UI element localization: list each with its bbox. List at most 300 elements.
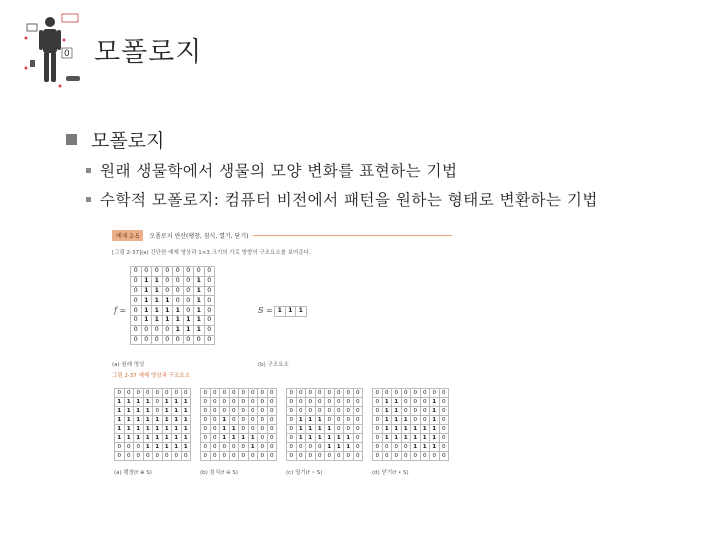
matrix-cell: 0 <box>334 452 344 461</box>
matrix-cell: 0 <box>373 443 383 452</box>
matrix-cell: 0 <box>315 452 325 461</box>
matrix-cell: 1 <box>152 276 163 286</box>
matrix-cell: 0 <box>152 325 163 335</box>
matrix-row <box>201 416 277 425</box>
matrix-cell: 0 <box>267 398 277 407</box>
matrix-cell: 1 <box>143 416 153 425</box>
matrix-cell: 0 <box>439 416 449 425</box>
matrix-row <box>373 398 449 407</box>
matrix-row <box>131 267 215 277</box>
matrix-cell: 1 <box>115 434 125 443</box>
matrix-cell: 0 <box>194 267 205 277</box>
matrix-cell: 0 <box>325 398 335 407</box>
matrix-cell: 0 <box>382 443 392 452</box>
matrix-cell: 1 <box>194 296 205 306</box>
matrix-cell: 0 <box>287 398 297 407</box>
matrix-cell: 0 <box>131 286 142 296</box>
matrix-cell: 0 <box>420 416 430 425</box>
matrix-row <box>131 306 215 316</box>
matrix-row <box>115 389 191 398</box>
matrix-cell: 0 <box>173 296 184 306</box>
matrix-cell: 1 <box>172 425 182 434</box>
sub-bullet-text: 원래 생물학에서 생물의 모양 변화를 표현하는 기법 <box>100 162 458 180</box>
matrix-cell: 1 <box>143 407 153 416</box>
matrix-row <box>373 407 449 416</box>
matrix-cell: 0 <box>210 443 220 452</box>
matrix-cell: 0 <box>411 407 421 416</box>
bullet-level1 <box>66 126 164 153</box>
matrix-cell: 1 <box>306 434 316 443</box>
matrix-cell: 0 <box>162 325 173 335</box>
matrix-cell: 1 <box>173 325 184 335</box>
square-bullet-icon <box>66 134 77 145</box>
matrix-cell: 1 <box>430 434 440 443</box>
matrix-cell: 0 <box>181 452 191 461</box>
matrix-cell: 1 <box>181 443 191 452</box>
matrix-cell: 0 <box>229 452 239 461</box>
matrix-row <box>115 425 191 434</box>
matrix-cell: 1 <box>141 296 152 306</box>
result-matrix-3 <box>286 388 363 461</box>
matrix-cell: 1 <box>420 443 430 452</box>
matrix-cell: 1 <box>194 306 205 316</box>
matrix-cell: 0 <box>325 389 335 398</box>
matrix-cell: 0 <box>220 398 230 407</box>
matrix-cell: 0 <box>134 443 144 452</box>
matrix-cell: 1 <box>430 416 440 425</box>
matrix-cell: 0 <box>344 425 354 434</box>
matrix-cell: 1 <box>162 416 172 425</box>
matrix-cell: 1 <box>344 434 354 443</box>
matrix-cell: 0 <box>373 389 383 398</box>
matrix-cell: 1 <box>194 276 205 286</box>
sub-bullet-text: 수학적 모폴로지: 컴퓨터 비전에서 패턴을 원하는 형태로 변환하는 기법 <box>100 191 598 209</box>
matrix-cell: 1 <box>194 325 205 335</box>
matrix-cell: 0 <box>115 452 125 461</box>
matrix-cell: 1 <box>115 407 125 416</box>
matrix-row <box>115 407 191 416</box>
matrix-cell: 1 <box>152 296 163 306</box>
matrix-cell: 1 <box>382 407 392 416</box>
matrix-cell: 0 <box>267 443 277 452</box>
matrix-cell: 0 <box>334 407 344 416</box>
matrix-cell: 1 <box>134 434 144 443</box>
matrix-cell: 0 <box>382 452 392 461</box>
matrix-cell: 1 <box>315 425 325 434</box>
slide-title: 모폴로지 <box>94 37 203 68</box>
matrix-cell: 0 <box>353 389 363 398</box>
matrix-cell: 0 <box>201 407 211 416</box>
matrix-cell: 0 <box>248 452 258 461</box>
matrix-cell: 0 <box>239 407 249 416</box>
example-description: [그림 2-37](a) 간단한 예제 영상과 1×3 크기의 가로 방향의 구조요소를 보여준다. <box>112 250 311 256</box>
matrix-cell: 1 <box>162 425 172 434</box>
matrix-cell: 1 <box>325 443 335 452</box>
matrix-cell: 1 <box>430 425 440 434</box>
matrix-cell: 1 <box>181 416 191 425</box>
matrix-cell: 0 <box>229 443 239 452</box>
matrix-cell: 0 <box>201 443 211 452</box>
matrix-cell: 1 <box>124 425 134 434</box>
matrix-cell: 1 <box>420 434 430 443</box>
matrix-cell: 1 <box>153 443 163 452</box>
matrix-cell: 1 <box>172 416 182 425</box>
matrix-cell: 0 <box>258 452 268 461</box>
matrix-row <box>275 307 307 317</box>
matrix-cell: 1 <box>334 443 344 452</box>
matrix-cell: 0 <box>287 389 297 398</box>
matrix-cell: 1 <box>134 425 144 434</box>
matrix-cell: 0 <box>267 425 277 434</box>
example-badge: 예제 2-5 <box>112 230 143 241</box>
matrix-cell: 1 <box>183 325 194 335</box>
matrix-cell: 0 <box>204 335 215 345</box>
matrix-cell: 1 <box>124 398 134 407</box>
result-caption: (c) 열기(f ∘ S) <box>286 470 323 476</box>
matrix-cell: 1 <box>430 407 440 416</box>
matrix-cell: 1 <box>172 434 182 443</box>
matrix-cell: 0 <box>134 389 144 398</box>
matrix-cell: 1 <box>194 286 205 296</box>
matrix-cell: 0 <box>239 425 249 434</box>
matrix-cell: 1 <box>162 315 173 325</box>
matrix-cell: 0 <box>162 452 172 461</box>
matrix-cell: 0 <box>183 306 194 316</box>
matrix-cell: 0 <box>258 389 268 398</box>
matrix-cell: 0 <box>229 398 239 407</box>
matrix-cell: 0 <box>220 389 230 398</box>
matrix-cell: 0 <box>306 398 316 407</box>
matrix-cell: 0 <box>172 452 182 461</box>
matrix-row <box>287 425 363 434</box>
matrix-cell: 1 <box>411 434 421 443</box>
matrix-cell: 0 <box>210 452 220 461</box>
matrix-cell: 0 <box>248 398 258 407</box>
matrix-cell: 1 <box>382 416 392 425</box>
matrix-cell: 0 <box>439 407 449 416</box>
matrix-cell: 0 <box>287 416 297 425</box>
matrix-cell: 0 <box>420 398 430 407</box>
matrix-cell: 0 <box>373 416 383 425</box>
matrix-cell: 1 <box>306 425 316 434</box>
matrix-cell: 1 <box>173 315 184 325</box>
matrix-cell: 1 <box>392 425 402 434</box>
matrix-cell: 0 <box>258 425 268 434</box>
matrix-cell: 0 <box>204 325 215 335</box>
original-image-matrix <box>130 266 215 345</box>
matrix-cell: 0 <box>173 335 184 345</box>
matrix-row <box>373 416 449 425</box>
matrix-cell: 1 <box>124 434 134 443</box>
matrix-cell: 0 <box>162 267 173 277</box>
matrix-row <box>287 398 363 407</box>
matrix-cell: 0 <box>258 398 268 407</box>
matrix-cell: 0 <box>430 389 440 398</box>
s-label: S = <box>258 306 273 315</box>
matrix-cell: 1 <box>143 398 153 407</box>
matrix-cell: 0 <box>258 443 268 452</box>
matrix-cell: 1 <box>134 407 144 416</box>
caption-struct: (b) 구조요소 <box>258 362 289 368</box>
matrix-cell: 0 <box>373 398 383 407</box>
matrix-cell: 0 <box>162 276 173 286</box>
sub-bullet-1 <box>86 159 458 181</box>
matrix-cell: 0 <box>201 434 211 443</box>
matrix-cell: 0 <box>306 407 316 416</box>
matrix-row <box>131 335 215 345</box>
matrix-row <box>131 276 215 286</box>
matrix-cell: 1 <box>172 398 182 407</box>
matrix-cell: 1 <box>152 315 163 325</box>
matrix-cell: 1 <box>162 296 173 306</box>
matrix-cell: 0 <box>439 452 449 461</box>
matrix-cell: 1 <box>134 416 144 425</box>
matrix-cell: 1 <box>181 407 191 416</box>
matrix-cell: 1 <box>181 425 191 434</box>
matrix-cell: 0 <box>401 407 411 416</box>
matrix-cell: 1 <box>306 416 316 425</box>
matrix-cell: 1 <box>239 434 249 443</box>
matrix-row <box>373 452 449 461</box>
matrix-row <box>287 452 363 461</box>
matrix-cell: 0 <box>204 296 215 306</box>
matrix-cell: 0 <box>153 398 163 407</box>
matrix-cell: 0 <box>258 434 268 443</box>
matrix-cell: 0 <box>183 335 194 345</box>
matrix-cell: 0 <box>173 286 184 296</box>
matrix-cell: 0 <box>267 416 277 425</box>
matrix-row <box>201 434 277 443</box>
matrix-cell: 0 <box>131 335 142 345</box>
matrix-cell: 0 <box>229 389 239 398</box>
matrix-cell: 1 <box>220 416 230 425</box>
result-matrix-4 <box>372 388 449 461</box>
matrix-cell: 0 <box>353 407 363 416</box>
matrix-cell: 0 <box>204 276 215 286</box>
matrix-cell: 1 <box>401 434 411 443</box>
matrix-cell: 0 <box>353 416 363 425</box>
result-caption: (a) 팽창(f ⊕ S) <box>114 470 152 476</box>
matrix-cell: 0 <box>267 389 277 398</box>
matrix-cell: 1 <box>401 425 411 434</box>
matrix-cell: 0 <box>392 443 402 452</box>
matrix-cell: 0 <box>131 276 142 286</box>
matrix-cell: 1 <box>115 416 125 425</box>
matrix-row <box>115 443 191 452</box>
matrix-cell: 0 <box>287 434 297 443</box>
matrix-cell: 0 <box>373 434 383 443</box>
matrix-cell: 0 <box>334 416 344 425</box>
matrix-cell: 0 <box>248 407 258 416</box>
matrix-cell: 0 <box>353 452 363 461</box>
matrix-cell: 1 <box>181 434 191 443</box>
matrix-cell: 0 <box>392 389 402 398</box>
matrix-cell: 0 <box>315 407 325 416</box>
matrix-cell: 0 <box>115 389 125 398</box>
matrix-cell: 0 <box>201 452 211 461</box>
matrix-cell: 1 <box>285 307 296 317</box>
matrix-cell: 1 <box>173 306 184 316</box>
result-matrix-2 <box>200 388 277 461</box>
matrix-cell: 0 <box>143 452 153 461</box>
matrix-cell: 0 <box>131 267 142 277</box>
matrix-cell: 0 <box>131 296 142 306</box>
matrix-cell: 0 <box>296 452 306 461</box>
matrix-cell: 1 <box>141 306 152 316</box>
matrix-cell: 1 <box>124 407 134 416</box>
matrix-cell: 1 <box>162 434 172 443</box>
result-caption: (b) 침식(f ⊖ S) <box>200 470 238 476</box>
matrix-cell: 0 <box>430 452 440 461</box>
matrix-row <box>131 325 215 335</box>
matrix-row <box>115 416 191 425</box>
matrix-cell: 1 <box>296 416 306 425</box>
matrix-cell: 1 <box>334 434 344 443</box>
matrix-cell: 0 <box>411 389 421 398</box>
matrix-cell: 0 <box>315 398 325 407</box>
matrix-cell: 1 <box>152 306 163 316</box>
matrix-cell: 1 <box>181 398 191 407</box>
matrix-cell: 0 <box>131 306 142 316</box>
matrix-cell: 0 <box>201 389 211 398</box>
matrix-cell: 1 <box>248 443 258 452</box>
matrix-cell: 1 <box>134 398 144 407</box>
matrix-row <box>201 407 277 416</box>
logo-badge: 0 <box>64 49 70 59</box>
matrix-cell: 1 <box>162 443 172 452</box>
matrix-cell: 1 <box>296 434 306 443</box>
matrix-cell: 0 <box>183 267 194 277</box>
matrix-cell: 0 <box>306 452 316 461</box>
matrix-cell: 0 <box>229 407 239 416</box>
caption-original: (a) 원래 영상 <box>112 362 145 368</box>
matrix-cell: 0 <box>344 389 354 398</box>
matrix-cell: 0 <box>229 416 239 425</box>
matrix-cell: 0 <box>334 398 344 407</box>
matrix-cell: 1 <box>115 398 125 407</box>
matrix-cell: 1 <box>141 315 152 325</box>
matrix-cell: 1 <box>141 286 152 296</box>
matrix-cell: 0 <box>306 443 316 452</box>
f-label: f = <box>114 306 127 315</box>
matrix-cell: 0 <box>124 452 134 461</box>
matrix-cell: 0 <box>131 325 142 335</box>
matrix-cell: 1 <box>401 416 411 425</box>
matrix-cell: 1 <box>143 425 153 434</box>
matrix-cell: 1 <box>220 434 230 443</box>
matrix-cell: 1 <box>183 315 194 325</box>
matrix-cell: 1 <box>315 416 325 425</box>
matrix-cell: 1 <box>296 307 307 317</box>
matrix-cell: 1 <box>392 434 402 443</box>
matrix-cell: 0 <box>344 398 354 407</box>
matrix-cell: 1 <box>172 443 182 452</box>
matrix-cell: 0 <box>296 398 306 407</box>
matrix-cell: 0 <box>353 434 363 443</box>
matrix-cell: 1 <box>143 434 153 443</box>
matrix-cell: 0 <box>210 407 220 416</box>
matrix-cell: 0 <box>210 398 220 407</box>
matrix-cell: 0 <box>141 325 152 335</box>
matrix-cell: 0 <box>183 276 194 286</box>
matrix-row <box>287 434 363 443</box>
matrix-row <box>373 443 449 452</box>
matrix-cell: 0 <box>183 296 194 306</box>
sub-bullet-2 <box>86 188 598 210</box>
matrix-cell: 1 <box>143 443 153 452</box>
matrix-cell: 0 <box>325 452 335 461</box>
matrix-row <box>287 407 363 416</box>
matrix-cell: 0 <box>201 416 211 425</box>
matrix-row <box>115 434 191 443</box>
matrix-cell: 0 <box>267 434 277 443</box>
matrix-cell: 0 <box>210 425 220 434</box>
matrix-cell: 0 <box>143 389 153 398</box>
matrix-row <box>201 398 277 407</box>
matrix-cell: 0 <box>153 389 163 398</box>
matrix-row <box>201 389 277 398</box>
matrix-row <box>131 315 215 325</box>
matrix-cell: 1 <box>162 306 173 316</box>
matrix-cell: 0 <box>172 389 182 398</box>
matrix-cell: 0 <box>248 389 258 398</box>
matrix-cell: 1 <box>420 425 430 434</box>
matrix-cell: 0 <box>373 425 383 434</box>
matrix-cell: 0 <box>131 315 142 325</box>
matrix-cell: 0 <box>439 398 449 407</box>
matrix-cell: 0 <box>287 452 297 461</box>
matrix-cell: 0 <box>141 267 152 277</box>
matrix-cell: 0 <box>141 335 152 345</box>
matrix-cell: 0 <box>420 389 430 398</box>
matrix-cell: 0 <box>115 443 125 452</box>
matrix-cell: 0 <box>315 389 325 398</box>
matrix-cell: 0 <box>287 407 297 416</box>
matrix-cell: 0 <box>173 276 184 286</box>
matrix-cell: 0 <box>152 335 163 345</box>
matrix-row <box>201 425 277 434</box>
matrix-cell: 0 <box>296 389 306 398</box>
matrix-cell: 0 <box>239 398 249 407</box>
bullet-text: 모폴로지 <box>91 130 165 152</box>
matrix-cell: 0 <box>287 443 297 452</box>
matrix-cell: 1 <box>325 434 335 443</box>
matrix-cell: 0 <box>204 306 215 316</box>
example-header <box>112 230 452 241</box>
matrix-cell: 1 <box>220 425 230 434</box>
matrix-cell: 0 <box>239 452 249 461</box>
matrix-row <box>115 452 191 461</box>
matrix-cell: 0 <box>439 425 449 434</box>
matrix-row <box>131 296 215 306</box>
matrix-cell: 0 <box>411 452 421 461</box>
matrix-cell: 0 <box>134 452 144 461</box>
matrix-cell: 0 <box>201 425 211 434</box>
matrix-row <box>287 416 363 425</box>
matrix-cell: 0 <box>401 452 411 461</box>
matrix-cell: 0 <box>162 286 173 296</box>
matrix-cell: 0 <box>344 407 354 416</box>
matrix-row <box>373 389 449 398</box>
matrix-cell: 0 <box>210 389 220 398</box>
matrix-cell: 0 <box>401 389 411 398</box>
result-caption: (d) 닫기(f • S) <box>372 470 409 476</box>
matrix-cell: 0 <box>420 452 430 461</box>
matrix-cell: 0 <box>373 407 383 416</box>
matrix-cell: 1 <box>392 416 402 425</box>
matrix-cell: 1 <box>382 425 392 434</box>
matrix-cell: 0 <box>401 398 411 407</box>
